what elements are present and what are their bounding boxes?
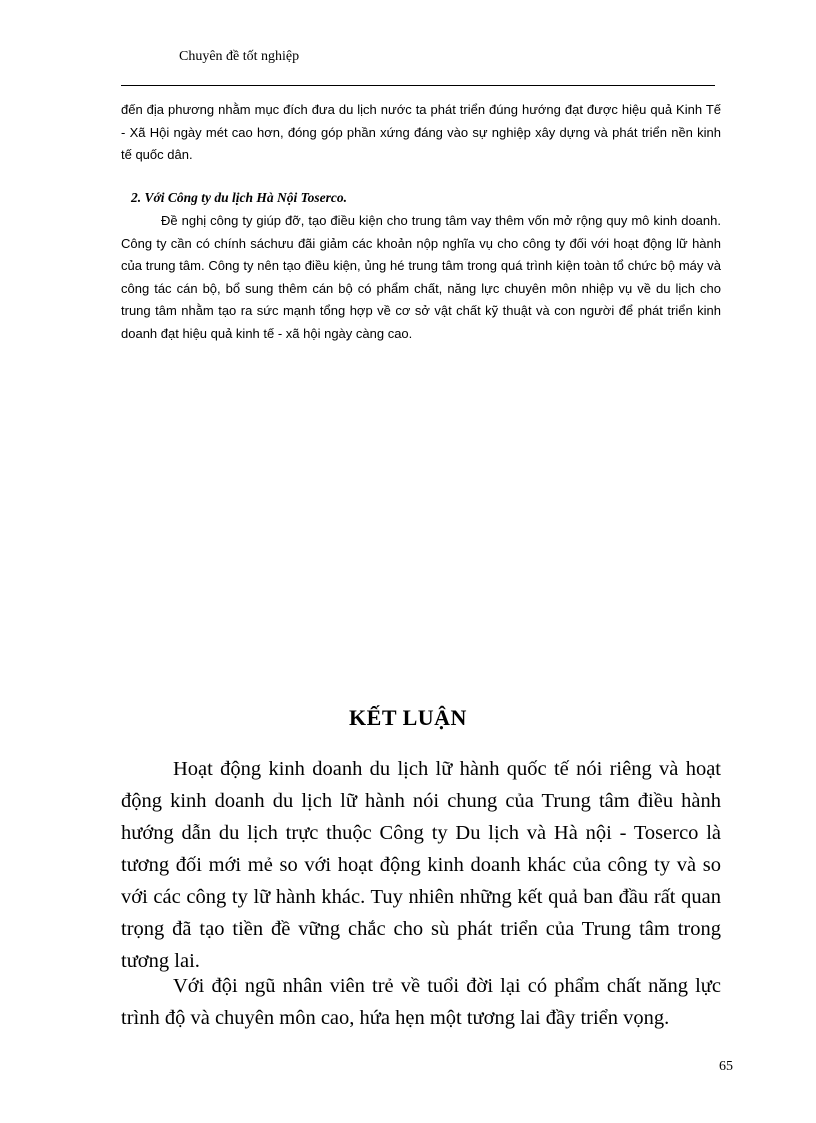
conclusion-title: KẾT LUẬN xyxy=(349,705,467,730)
section-2-heading: 2. Với Công ty du lịch Hà Nội Toserco. xyxy=(131,190,348,205)
section-2-paragraph: Đề nghị công ty giúp đỡ, tạo điều kiện cho trung tâm vay thêm vốn mở rộng quy mô kinh doanh. Công ty cần có chính sáchưu đãi giảm các khoản nộp nghĩa vụ cho công ty đối với hoạt động lữ hành của trung tâm. Công ty nên tạo điều kiện, ủng hé trung tâm trong quá trình kiện toàn tổ chức bộ máy và công tác cán bộ, bổ sung thêm cán bộ có phẩm chất, năng lực chuyên môn nhiệp vụ về du lịch cho trung tâm nhằm tạo ra sức mạnh tổng hợp về cơ sở vật chất kỹ thuật và con người để phát triển kinh doanh đạt hiệu quả kinh tế - xã hội ngày càng cao. xyxy=(121,213,721,341)
section-2-container xyxy=(121,210,721,345)
intro-paragraph: đến địa phương nhằm mục đích đưa du lịch nước ta phát triển đúng hướng đạt được hiệu quả Kinh Tế - Xã Hội ngày mét cao hơn, đóng góp phần xứng đáng vào sự nghiệp xây dựng và phát triển nền kinh tế quốc dân. xyxy=(121,102,721,162)
conclusion-paragraph-2: Với đội ngũ nhân viên trẻ về tuổi đời lại có phẩm chất năng lực trình độ và chuyên môn cao, hứa hẹn một tương lai đầy triển vọng. xyxy=(121,975,721,1029)
conclusion-paragraph-1: Hoạt động kinh doanh du lịch lữ hành quốc tế nói riêng và hoạt động kinh doanh du lịch lữ hành nói chung của Trung tâm điều hành hướng dẫn du lịch trực thuộc Công ty Du lịch và Hà nội - Toserco là tương đối mới mẻ so với hoạt động kinh doanh khác của công ty và so với các công ty lữ hành khác. Tuy nhiên những kết quả ban đầu rất quan trọng đã tạo tiền đề vững chắc cho sù phát triển của Trung tâm trong tương lai. xyxy=(121,758,721,972)
intro-paragraph-container xyxy=(121,99,721,167)
page-number: 65 xyxy=(719,1059,733,1074)
header-divider xyxy=(121,85,715,86)
page-header-title: Chuyên đề tốt nghiệp xyxy=(179,49,300,64)
conclusion-paragraph-2-container xyxy=(121,970,721,1034)
conclusion-paragraph-1-container xyxy=(121,753,721,977)
